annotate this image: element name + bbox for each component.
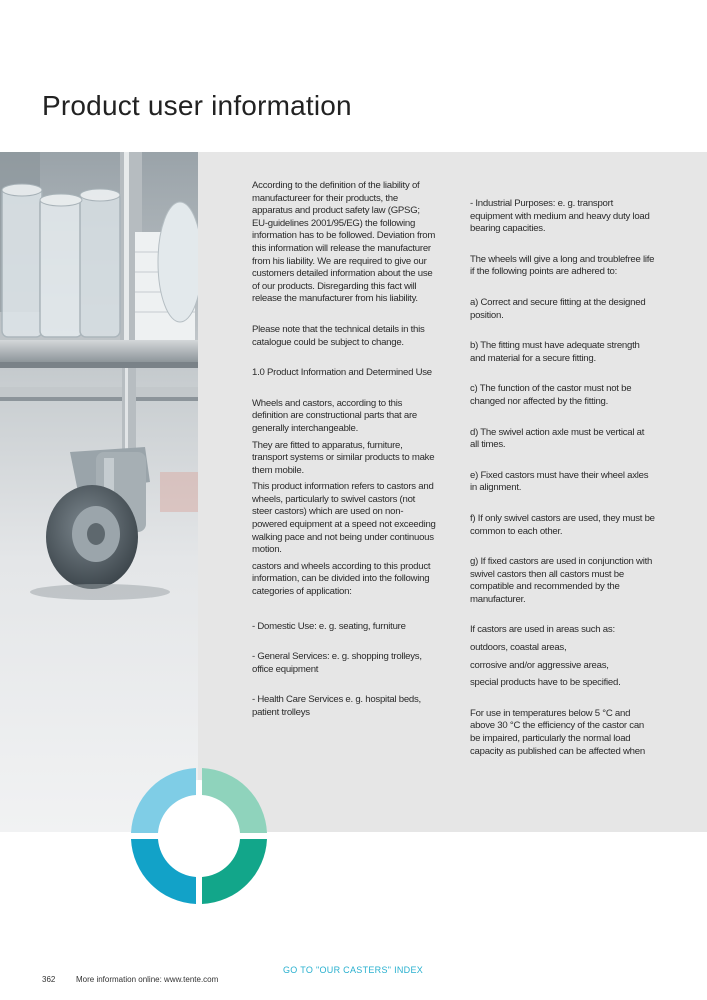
list-item: c) The function of the castor must not be changed nor affected by the fitting.	[470, 383, 632, 407]
paragraph: castors and wheels according to this product information, can be divided into the following categories of application:	[252, 560, 431, 598]
list-item: - Industrial Purposes: e. g. transport equipment with medium and heavy duty load bearing capacities.	[470, 198, 650, 235]
paragraph: special products have to be specified.	[470, 677, 621, 689]
paragraph: For use in temperatures below 5 °C and above 30 °C the efficiency of the castor can be impaired, particularly the normal load capacity as published can be affected when	[470, 707, 645, 757]
text-column-left	[252, 180, 437, 720]
section-heading: 1.0 Product Information and Determined Use	[252, 367, 432, 379]
list-item: d) The swivel action axle must be vertical at all times.	[470, 426, 645, 451]
list-item: e) Fixed castors must have their wheel axles in alignment.	[470, 469, 649, 494]
paragraph: Please note that the technical details in this catalogue could be subject to change.	[252, 323, 425, 348]
more-info-text: More information online: www.tente.com	[76, 975, 219, 984]
paragraph: corrosive and/or aggressive areas,	[470, 659, 609, 671]
paragraph: The wheels will give a long and troublefree life if the following points are adhered to:	[470, 253, 655, 278]
casters-index-link[interactable]: GO TO "OUR CASTERS" INDEX	[283, 965, 424, 975]
list-item: - Health Care Services e. g. hospital beds, patient trolleys	[252, 694, 421, 718]
page-number: 362	[42, 975, 56, 984]
paragraph: Wheels and castors, according to this definition are constructional parts that are generally interchangeable.	[252, 397, 417, 434]
text-column-right	[470, 198, 655, 758]
list-item: g) If fixed castors are used in conjunction with swivel castors then all castors must be compatible and recommended by the manufacturer.	[470, 556, 653, 605]
paragraph: outdoors, coastal areas,	[470, 642, 567, 654]
paragraph: According to the definition of the liability of manufactureer for their products, the apparatus and product safety law (GPSG; EU-guidelines 2001/95/EG) the following information has to be followed. Deviation from this information will release the manufacturer from his liability. We are required to give our customers detailed information about the use of our products. Disregarding this fact will release the manufacturer from his liability.	[252, 180, 436, 305]
list-item: f) If only swivel castors are used, they must be common to each other.	[470, 512, 655, 537]
paragraph: If castors are used in areas such as:	[470, 624, 615, 636]
castor-trolley-photo	[0, 152, 198, 832]
paragraph: This product information refers to castors and wheels, particularly to swivel castors (not steer castors) which are used on non-powered equipment at a speed not exceeding walking pace and not being under continuous motion.	[252, 481, 436, 556]
list-item: a) Correct and secure fitting at the designed position.	[470, 296, 646, 321]
page-title: Product user information	[42, 90, 352, 121]
list-item: - General Services: e. g. shopping trolleys, office equipment	[252, 651, 422, 675]
brand-ring-graphic	[128, 765, 270, 907]
list-item: - Domestic Use: e. g. seating, furniture	[252, 620, 406, 632]
paragraph: They are fitted to apparatus, furniture, transport systems or similar products to make them mobile.	[252, 439, 435, 476]
list-item: b) The fitting must have adequate strength and material for a secure fitting.	[470, 340, 640, 364]
